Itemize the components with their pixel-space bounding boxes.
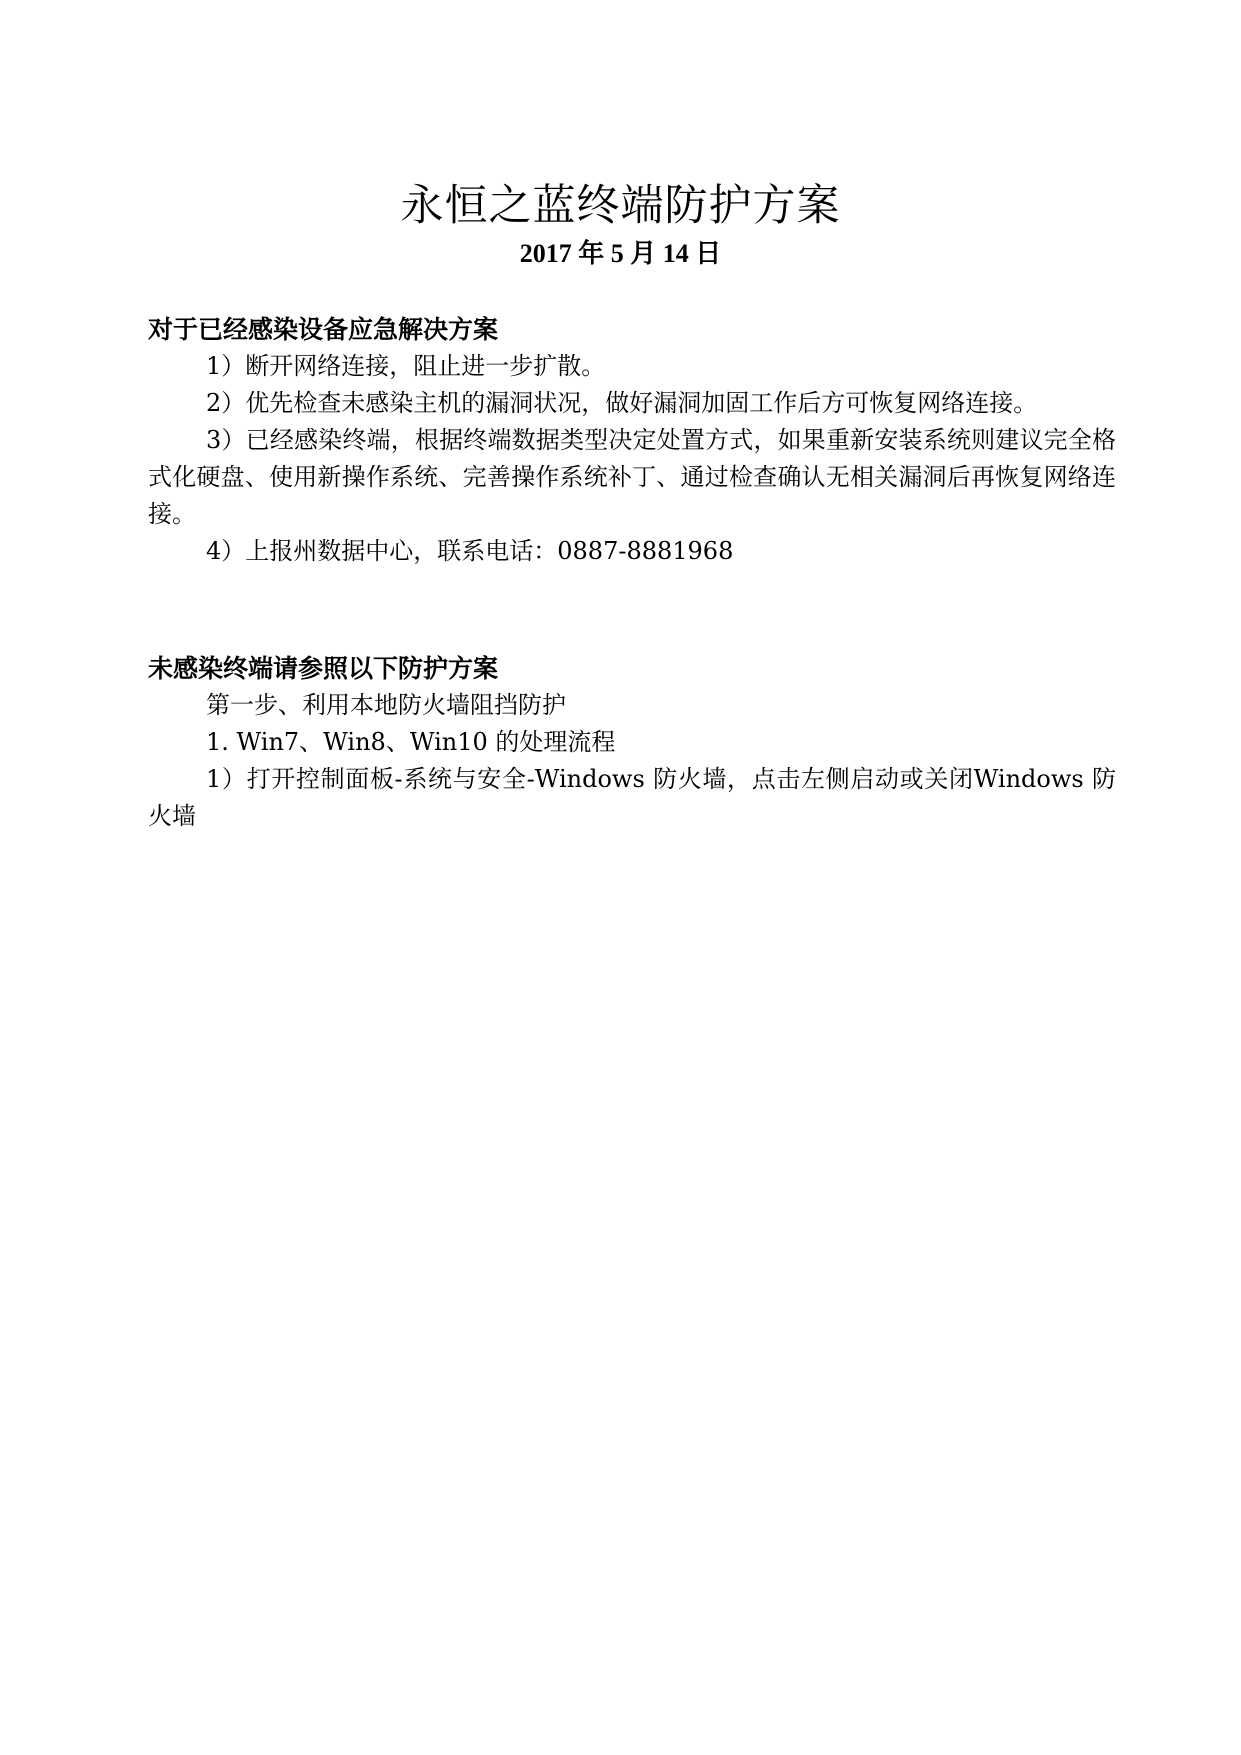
document-date: 2017 年 5 月 14 日 xyxy=(519,239,722,268)
section-heading: 对于已经感染设备应急解决方案 xyxy=(148,315,499,344)
paragraph: 3）已经感染终端，根据终端数据类型决定处置方式，如果重新安装系统则建议完全格式化硬盘、使用新操作系统、完善操作系统补丁、通过检查确认无相关漏洞后再恢复网络连接。 xyxy=(148,426,1116,528)
section-uninfected-terminals xyxy=(148,650,1116,835)
section-infected-devices xyxy=(148,311,1116,570)
paragraph: 2）优先检查未感染主机的漏洞状况，做好漏洞加固工作后方可恢复网络连接。 xyxy=(206,389,1038,417)
paragraph: 1. Win7、Win8、Win10 的处理流程 xyxy=(206,728,616,756)
paragraph: 4）上报州数据中心，联系电话：0887-8881968 xyxy=(206,537,734,565)
paragraph: 1）断开网络连接，阻止进一步扩散。 xyxy=(206,352,606,380)
paragraph: 第一步、利用本地防火墙阻挡防护 xyxy=(206,691,566,719)
document-title: 永恒之蓝终端防护方案 xyxy=(400,181,841,231)
paragraph: 1）打开控制面板-系统与安全-Windows 防火墙，点击左侧启动或关闭Windows 防火墙 xyxy=(148,765,1116,830)
section-heading: 未感染终端请参照以下防护方案 xyxy=(148,654,499,683)
